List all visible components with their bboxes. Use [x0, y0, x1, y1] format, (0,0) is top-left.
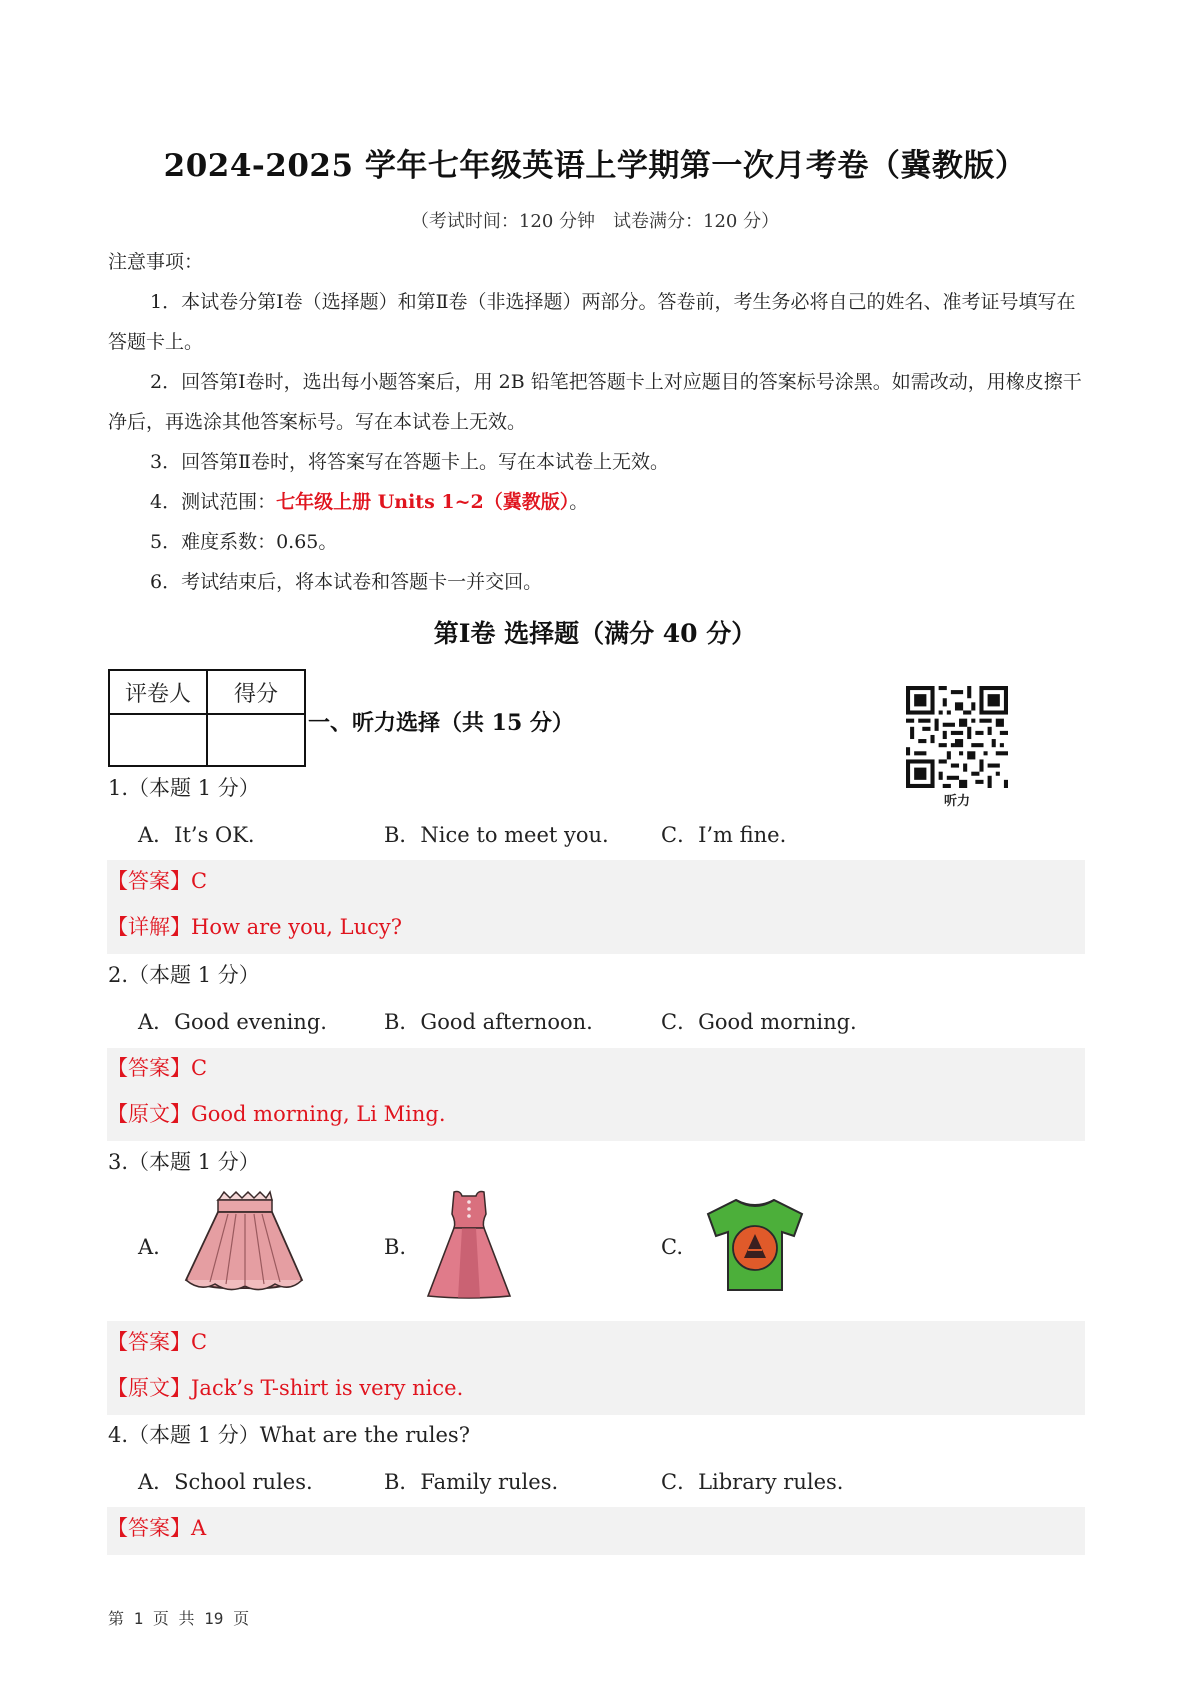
q3-answer: 【答案】C: [107, 1330, 208, 1354]
qr-code[interactable]: [906, 686, 1008, 809]
question-2-head: 2.（本题 1 分）: [108, 963, 260, 987]
exam-info: （考试时间：120 分钟 试卷满分：120 分）: [410, 211, 780, 232]
dress-image[interactable]: [424, 1188, 514, 1304]
q3-option-b[interactable]: B.: [384, 1235, 407, 1259]
part-title: 一、听力选择（共 15 分）: [308, 710, 574, 736]
q2-option-c[interactable]: C．Good morning.: [661, 1010, 857, 1034]
q1-detail: 【详解】How are you, Lucy?: [107, 915, 403, 939]
q3-option-c[interactable]: C.: [661, 1235, 683, 1259]
qr-label: 听力: [943, 794, 970, 809]
notice-item-3: 3．回答第Ⅱ卷时，将答案写在答题卡上。写在本试卷上无效。: [150, 451, 670, 473]
q2-detail: 【原文】Good morning, Li Ming.: [107, 1102, 446, 1126]
score-cell[interactable]: [207, 714, 305, 766]
q2-option-a[interactable]: A．Good evening.: [138, 1010, 327, 1034]
q1-answer-box: [107, 860, 1085, 954]
q4-option-b[interactable]: B．Family rules.: [384, 1470, 559, 1494]
tshirt-image[interactable]: [702, 1196, 808, 1298]
q3-detail: 【原文】Jack’s T-shirt is very nice.: [107, 1376, 464, 1400]
q2-answer: 【答案】C: [107, 1056, 208, 1080]
q4-answer-box: [107, 1507, 1085, 1555]
grader-cell[interactable]: [109, 714, 207, 766]
q1-option-b[interactable]: B．Nice to meet you.: [384, 823, 609, 847]
qr-code-icon: [906, 686, 1008, 788]
q2-answer-box: [107, 1048, 1085, 1141]
q3-answer-box: [107, 1321, 1085, 1415]
section-title: 第Ⅰ卷 选择题（满分 40 分）: [433, 619, 757, 648]
notice-item-4-suffix: 。: [569, 491, 589, 513]
q4-answer: 【答案】A: [107, 1516, 207, 1540]
notice-item-1: 1．本试卷分第Ⅰ卷（选择题）和第Ⅱ卷（非选择题）两部分。答卷前，考生务必将自己的姓名、准考证号填写在答题卡上。: [108, 291, 1076, 353]
q1-option-a[interactable]: A．It’s OK.: [138, 823, 255, 847]
notice-item-5: 5．难度系数：0.65。: [150, 531, 338, 553]
question-1-head: 1.（本题 1 分）: [108, 776, 260, 800]
q4-option-c[interactable]: C．Library rules.: [661, 1470, 844, 1494]
page-title: 2024-2025 学年七年级英语上学期第一次月考卷（冀教版）: [163, 148, 1027, 184]
grader-header: 评卷人: [109, 670, 207, 714]
q3-option-a[interactable]: A.: [138, 1235, 160, 1259]
notice-item-4-prefix: 4．测试范围：: [150, 491, 277, 513]
score-header: 得分: [207, 670, 305, 714]
question-3-head: 3.（本题 1 分）: [108, 1150, 260, 1174]
q1-answer: 【答案】C: [107, 869, 208, 893]
notice-item-2: 2．回答第Ⅰ卷时，选出每小题答案后，用 2B 铅笔把答题卡上对应题目的答案标号涂黑。如需改动，用橡皮擦干净后，再选涂其他答案标号。写在本试卷上无效。: [108, 371, 1082, 433]
question-4-head: 4.（本题 1 分）What are the rules?: [108, 1423, 470, 1447]
q1-option-c[interactable]: C．I’m fine.: [661, 823, 787, 847]
notice-item-6: 6．考试结束后，将本试卷和答题卡一并交回。: [150, 571, 543, 593]
q2-option-b[interactable]: B．Good afternoon.: [384, 1010, 593, 1034]
notice-item-4: [108, 482, 1086, 522]
notice-heading: 注意事项：: [108, 251, 204, 273]
test-scope: 七年级上册 Units 1~2（冀教版）: [276, 491, 570, 513]
q4-option-a[interactable]: A．School rules.: [138, 1470, 313, 1494]
page-number: 第 1 页 共 19 页: [108, 1609, 250, 1628]
skirt-image[interactable]: [180, 1190, 310, 1299]
score-table: [108, 669, 306, 767]
